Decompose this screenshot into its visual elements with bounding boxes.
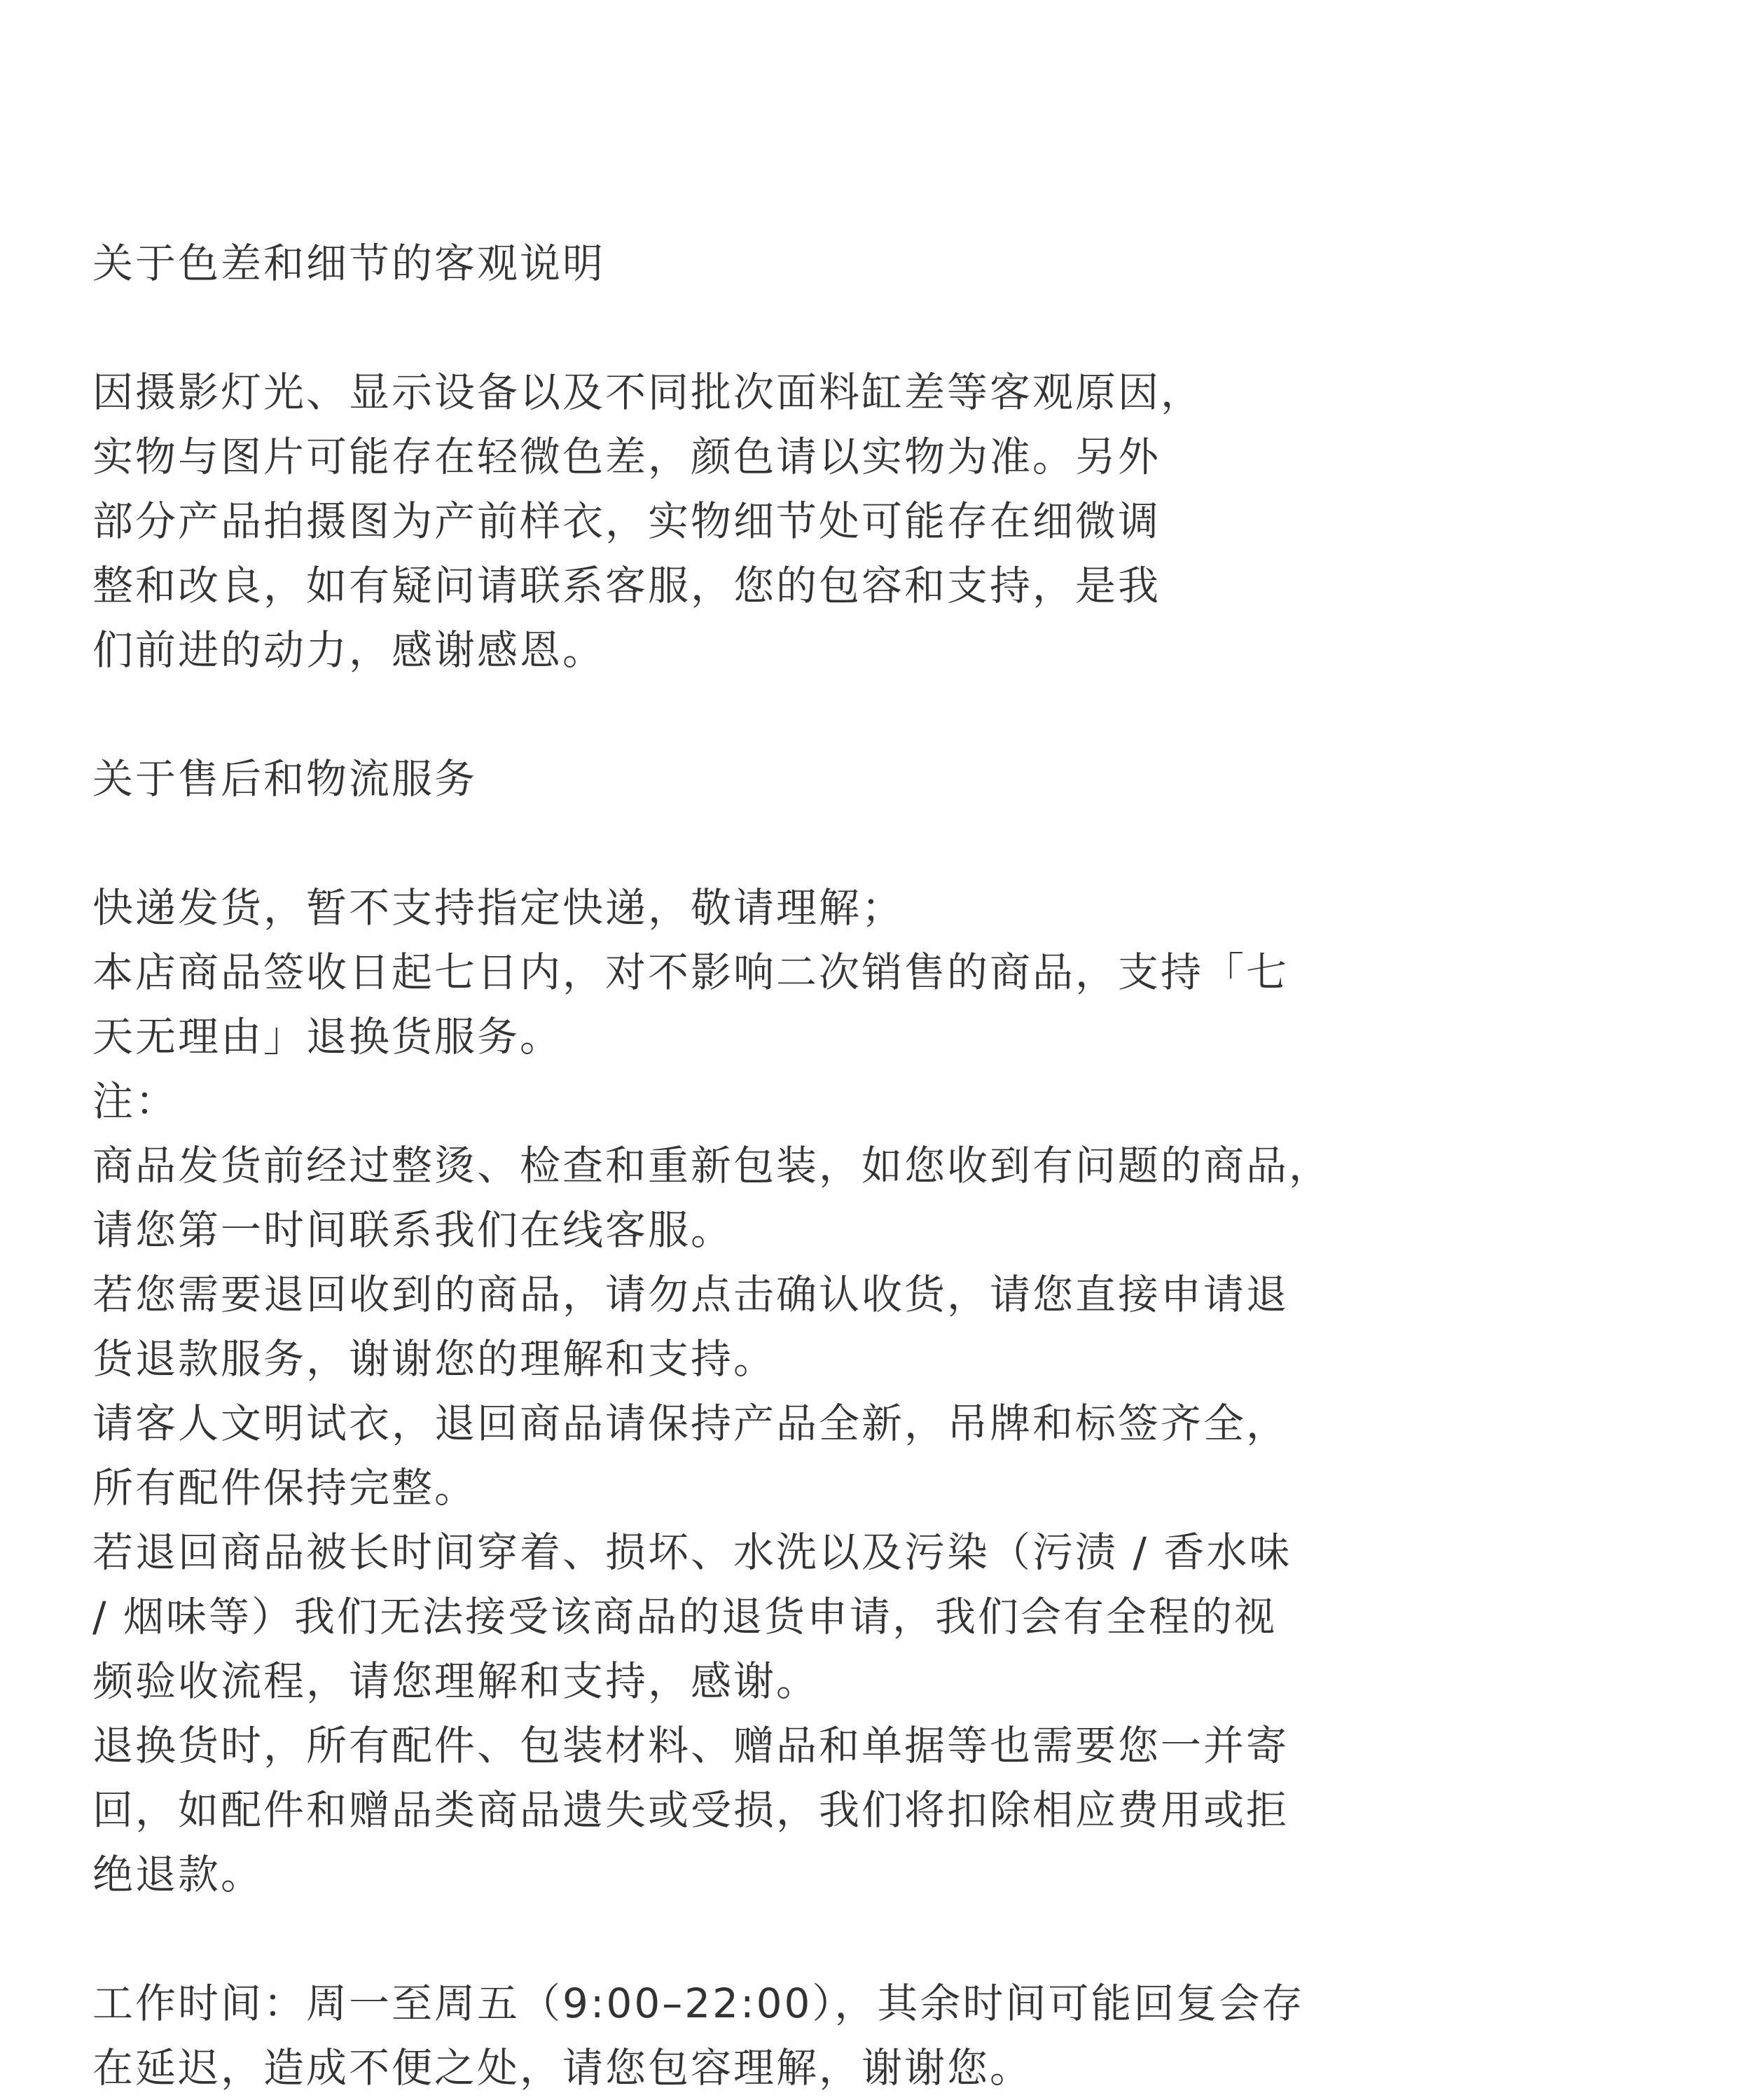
paragraph-line: 绝退款。 bbox=[92, 1851, 264, 1898]
paragraph-line: / 烟味等）我们无法接受该商品的退货申请，我们会有全程的视 bbox=[92, 1593, 1277, 1640]
notice-document bbox=[92, 231, 1493, 2100]
paragraph-line: 请您第一时间联系我们在线客服。 bbox=[92, 1206, 734, 1254]
paragraph-line: 所有配件保持完整。 bbox=[92, 1464, 478, 1512]
paragraph-line: 若您需要退回收到的商品，请勿点击确认收货，请您直接申请退 bbox=[92, 1271, 1289, 1318]
paragraph-line: 部分产品拍摄图为产前样衣，实物细节处可能存在细微调 bbox=[92, 497, 1161, 545]
spacer bbox=[92, 1907, 1493, 1971]
color-difference-paragraph bbox=[92, 360, 1493, 682]
paragraph-line: 工作时间：周一至周五（9:00–22:00），其余时间可能回复会存 bbox=[92, 1980, 1305, 2027]
paragraph-line: 天无理由」退换货服务。 bbox=[92, 1013, 563, 1061]
spacer bbox=[92, 682, 1493, 747]
paragraph-line: 退换货时，所有配件、包装材料、赠品和单据等也需要您一并寄 bbox=[92, 1722, 1289, 1769]
paragraph-line: 快递发货，暂不支持指定快递，敬请理解； bbox=[92, 884, 905, 932]
paragraph-line: 在延迟，造成不便之处，请您包容理解，谢谢您。 bbox=[92, 2044, 1033, 2092]
paragraph-line: 请客人文明试衣，退回商品请保持产品全新，吊牌和标签齐全， bbox=[92, 1400, 1289, 1447]
working-hours-paragraph bbox=[92, 1971, 1493, 2100]
after-sales-heading: 关于售后和物流服务 bbox=[92, 755, 478, 803]
paragraph-line: 实物与图片可能存在轻微色差，颜色请以实物为准。另外 bbox=[92, 433, 1161, 481]
paragraph-line: 若退回商品被长时间穿着、损坏、水洗以及污染（污渍 / 香水味 bbox=[92, 1528, 1292, 1576]
color-difference-heading: 关于色差和细节的客观说明 bbox=[92, 240, 606, 287]
paragraph-line: 货退款服务，谢谢您的理解和支持。 bbox=[92, 1335, 777, 1383]
paragraph-line: 因摄影灯光、显示设备以及不同批次面料缸差等客观原因， bbox=[92, 368, 1204, 416]
paragraph-line: 回，如配件和赠品类商品遗失或受损，我们将扣除相应费用或拒 bbox=[92, 1786, 1289, 1834]
paragraph-line: 商品发货前经过整烫、检查和重新包装，如您收到有问题的商品， bbox=[92, 1142, 1332, 1189]
paragraph-line: 本店商品签收日起七日内，对不影响二次销售的商品，支持「七 bbox=[92, 948, 1289, 996]
after-sales-paragraph bbox=[92, 876, 1493, 1907]
spacer bbox=[92, 296, 1493, 360]
paragraph-line: 整和改良，如有疑问请联系客服，您的包容和支持，是我 bbox=[92, 562, 1161, 609]
paragraph-line: 们前进的动力，感谢感恩。 bbox=[92, 626, 606, 674]
paragraph-line: 注： bbox=[92, 1077, 179, 1125]
paragraph-line: 频验收流程，请您理解和支持，感谢。 bbox=[92, 1657, 819, 1705]
spacer bbox=[92, 811, 1493, 876]
